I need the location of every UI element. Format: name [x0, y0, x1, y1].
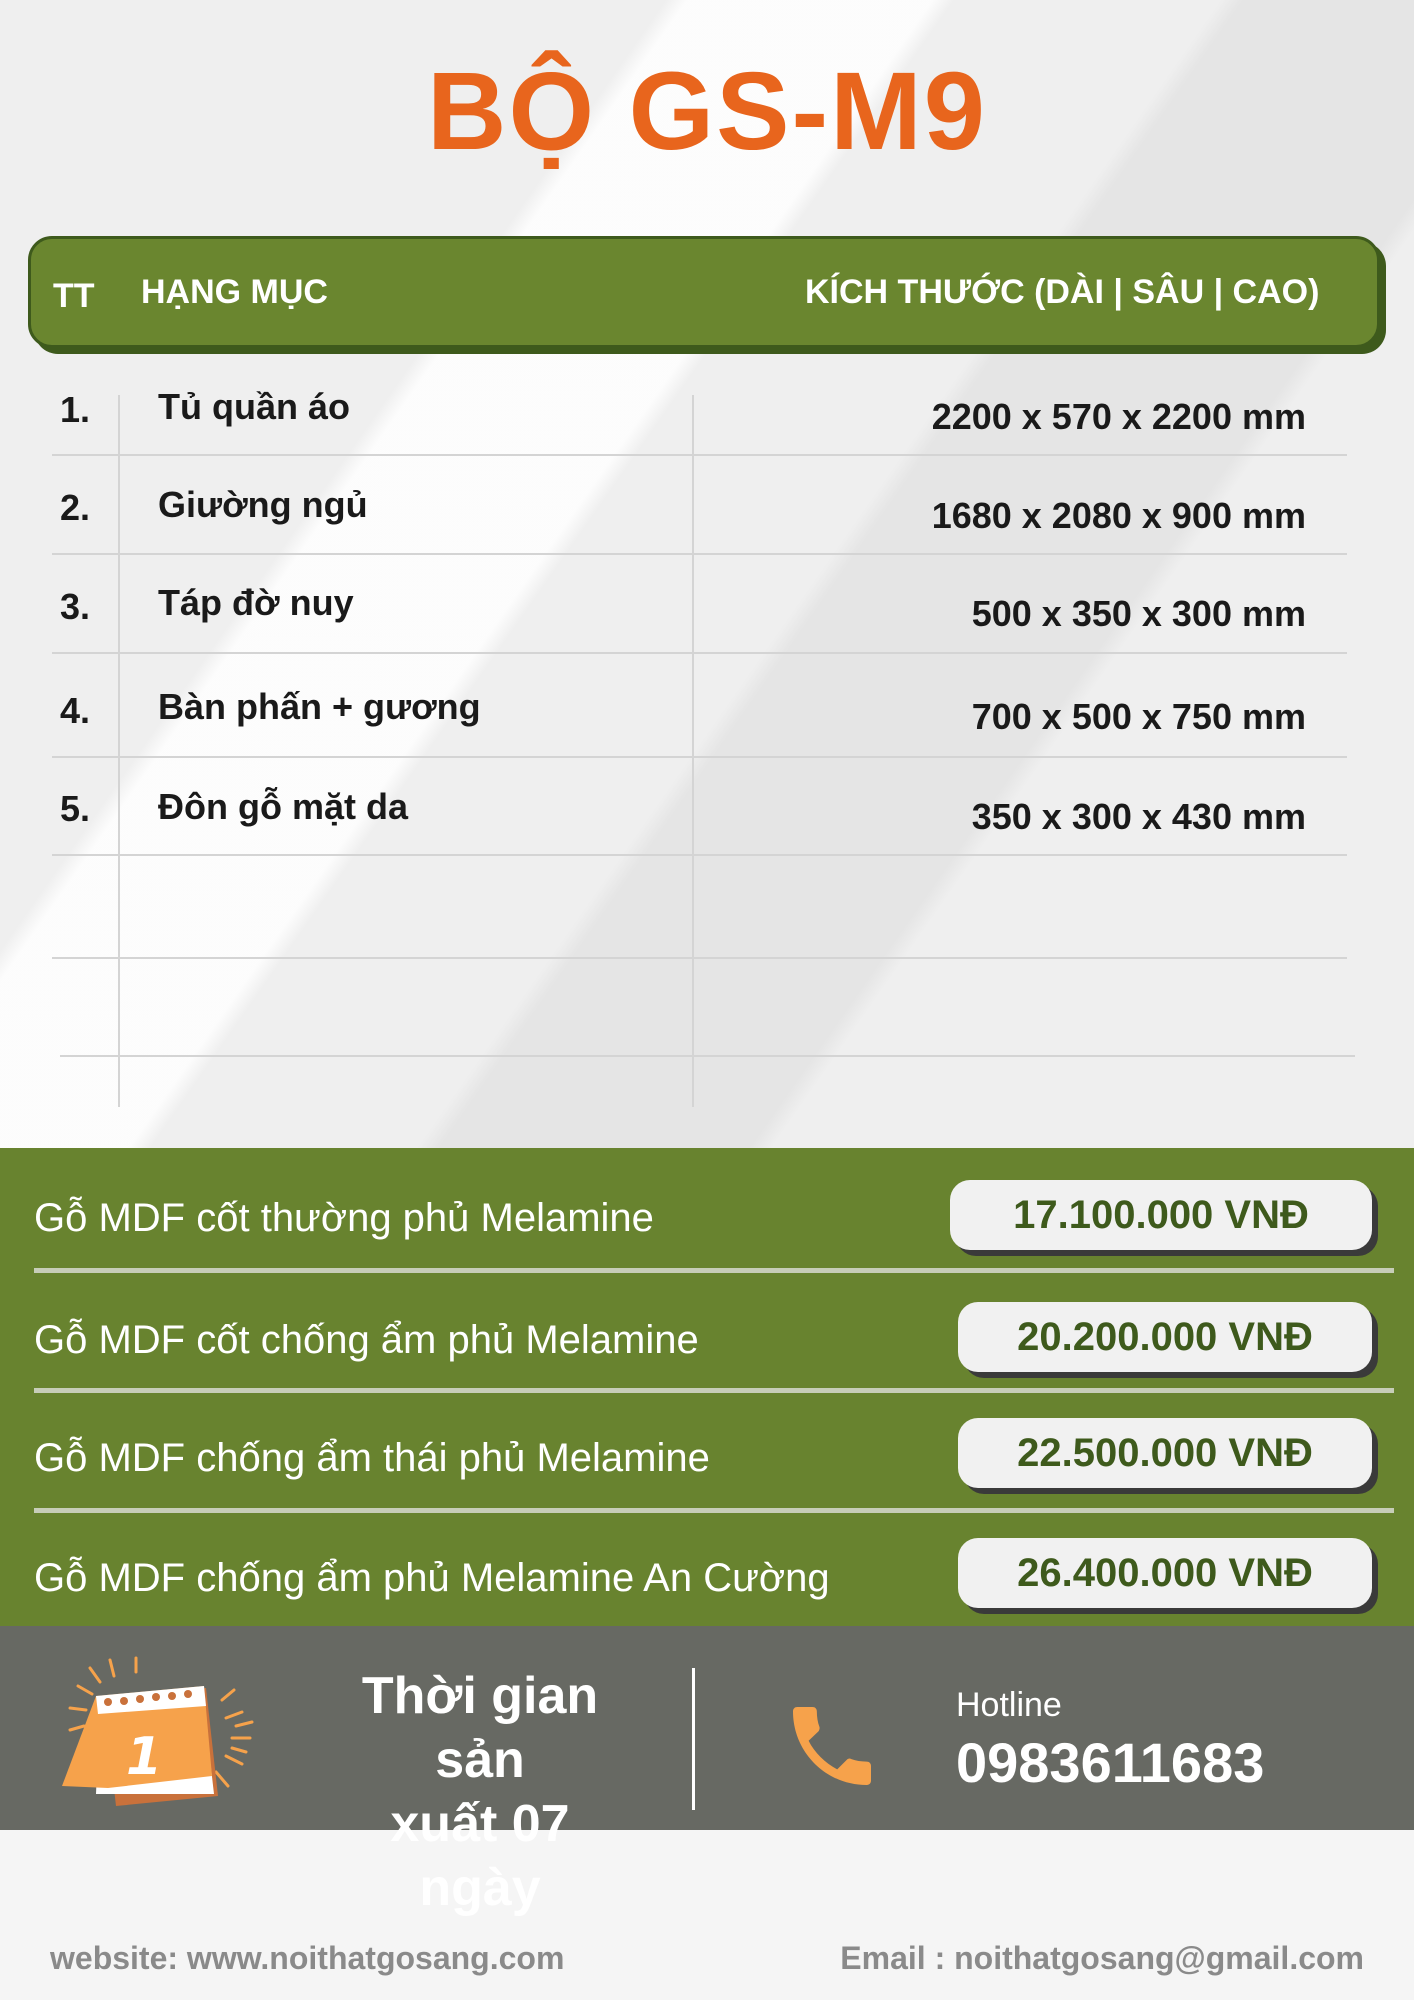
grid-line — [52, 756, 1347, 758]
grid-line — [692, 395, 694, 1107]
calendar-icon — [56, 1656, 260, 1808]
row-item-name: Giường ngủ — [158, 484, 368, 525]
row-number: 5. — [60, 788, 91, 829]
grid-line — [52, 553, 1347, 555]
lead-time-line-2: xuất 07 ngày — [390, 1795, 570, 1917]
header-dimensions: KÍCH THƯỚC (DÀI | SÂU | CAO) — [805, 273, 1320, 311]
price-badge: 22.500.000 VNĐ — [958, 1418, 1372, 1488]
price-material-label: Gỗ MDF chống ẩm thái phủ Melamine — [34, 1436, 710, 1480]
hotline-number[interactable]: 0983611683 — [956, 1731, 1265, 1794]
row-number: 4. — [60, 690, 91, 731]
row-dimensions: 350 x 300 x 430 mm — [971, 796, 1306, 837]
divider — [34, 1388, 1394, 1393]
price-material-label: Gỗ MDF chống ẩm phủ Melamine An Cường — [34, 1556, 830, 1600]
page-title: BỘ GS-M9 — [427, 50, 987, 173]
price-material-label: Gỗ MDF cốt thường phủ Melamine — [34, 1196, 654, 1240]
divider — [34, 1508, 1394, 1513]
row-item-name: Bàn phấn + gương — [158, 686, 481, 727]
price-material-label: Gỗ MDF cốt chống ẩm phủ Melamine — [34, 1318, 699, 1362]
row-number: 3. — [60, 586, 91, 627]
row-number: 2. — [60, 487, 91, 528]
lead-time-text — [326, 1664, 634, 1920]
divider — [34, 1268, 1394, 1273]
header-tt: TT — [53, 277, 95, 315]
row-dimensions: 700 x 500 x 750 mm — [971, 696, 1306, 737]
row-dimensions: 500 x 350 x 300 mm — [971, 593, 1306, 634]
hotline-label: Hotline — [956, 1686, 1062, 1724]
row-item-name: Đôn gỗ mặt da — [158, 786, 408, 827]
row-number: 1. — [60, 389, 91, 430]
email-link[interactable]: Email : noithatgosang@gmail.com — [840, 1940, 1364, 1976]
row-item-name: Táp đờ nuy — [158, 582, 354, 623]
table-header — [28, 236, 1380, 348]
row-dimensions: 1680 x 2080 x 900 mm — [931, 495, 1306, 536]
grid-line — [60, 1055, 1355, 1057]
grid-line — [52, 652, 1347, 654]
lead-time-line-1: Thời gian sản — [361, 1667, 599, 1789]
phone-icon[interactable] — [780, 1694, 884, 1798]
header-item: HẠNG MỤC — [141, 273, 328, 311]
divider — [692, 1668, 695, 1810]
grid-line — [52, 454, 1347, 456]
price-badge: 26.400.000 VNĐ — [958, 1538, 1372, 1608]
row-dimensions: 2200 x 570 x 2200 mm — [931, 396, 1306, 437]
row-item-name: Tủ quần áo — [158, 386, 350, 427]
grid-line — [118, 395, 120, 1107]
price-badge: 17.100.000 VNĐ — [950, 1180, 1372, 1250]
grid-line — [52, 854, 1347, 856]
website-link[interactable]: website: www.noithatgosang.com — [50, 1940, 565, 1976]
price-badge: 20.200.000 VNĐ — [958, 1302, 1372, 1372]
calendar-day: 1 — [126, 1727, 163, 1787]
grid-line — [52, 957, 1347, 959]
